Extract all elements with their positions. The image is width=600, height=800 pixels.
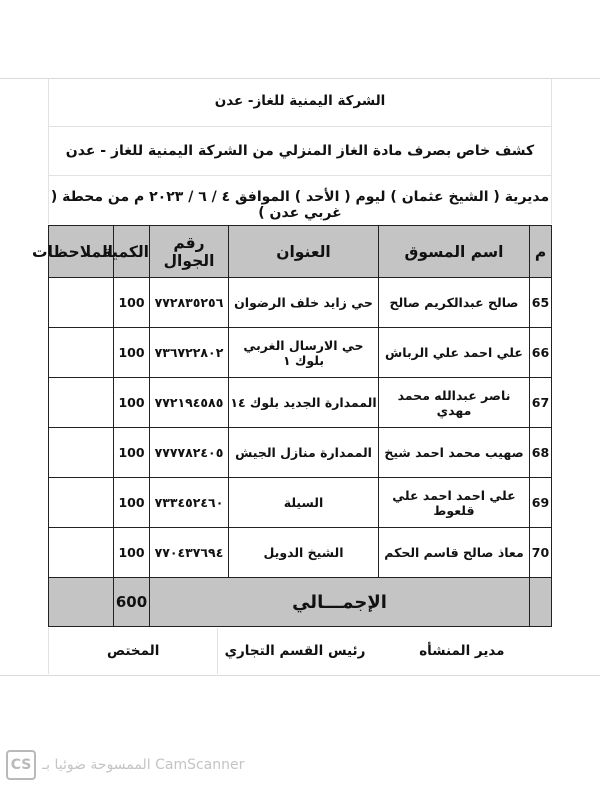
- phone-cell: ٧٣٦٧٢٢٨٠٢: [150, 328, 229, 378]
- column-header-address: العنوان: [229, 226, 379, 278]
- total-row: [49, 578, 552, 627]
- address-cell: السيلة: [229, 478, 379, 528]
- qty-cell: 100: [114, 278, 150, 328]
- signature-specialist: المختص: [48, 628, 217, 674]
- column-header-qty: الكمية: [114, 226, 150, 278]
- total-notes-cell: [49, 578, 114, 627]
- total-qty: 600: [114, 578, 150, 627]
- total-empty-cell: [530, 578, 552, 627]
- camscanner-logo-icon: CS: [6, 750, 36, 780]
- table-row: [49, 378, 552, 428]
- marketer-name: علي احمد احمد علي قلعوط: [379, 478, 530, 528]
- qty-cell: 100: [114, 528, 150, 578]
- row-number: 70: [530, 528, 552, 578]
- column-header-no: م: [530, 226, 552, 278]
- company-title: الشركة اليمنية للغاز- عدن: [214, 93, 386, 109]
- row-number: 68: [530, 428, 552, 478]
- notes-cell: [49, 278, 114, 328]
- qty-cell: 100: [114, 428, 150, 478]
- distribution-table: [32, 225, 552, 627]
- column-header-notes: الملاحظات: [49, 226, 114, 278]
- row-number: 66: [530, 328, 552, 378]
- address-cell: حي زايد خلف الرضوان: [229, 278, 379, 328]
- marketer-name: صهيب محمد احمد شيخ: [379, 428, 530, 478]
- table-row: [49, 278, 552, 328]
- row-number: 65: [530, 278, 552, 328]
- column-header-name: اسم المسوق: [379, 226, 530, 278]
- document-sheet: [0, 78, 600, 676]
- document-subject: كشف خاص بصرف مادة الغاز المنزلي من الشركة اليمنية للغاز - عدن: [65, 143, 535, 159]
- phone-cell: ٧٣٣٤٥٢٤٦٠: [150, 478, 229, 528]
- divider: [48, 175, 552, 176]
- marketer-name: صالح عبدالكريم صالح: [379, 278, 530, 328]
- total-label: الإجمـــالي: [150, 578, 530, 627]
- marketer-name: علي احمد علي الرباش: [379, 328, 530, 378]
- row-number: 67: [530, 378, 552, 428]
- qty-cell: 100: [114, 328, 150, 378]
- table-row: [49, 328, 552, 378]
- signature-facility-manager: مدير المنشأه: [419, 643, 505, 659]
- address-cell: الممدارة الجديد بلوك ١٤: [229, 378, 379, 428]
- column-header-phone: رقم الجوال: [150, 226, 229, 278]
- table-row: [49, 428, 552, 478]
- signature-commercial-head: رئيس القسم التجاري: [217, 628, 371, 674]
- signature-row: [48, 628, 552, 674]
- marketer-name: معاذ صالح قاسم الحكم: [379, 528, 530, 578]
- document-details: مديرية ( الشيخ عثمان ) ليوم ( الأحد ) الموافق ٤ / ٦ / ٢٠٢٣ م من محطة ( غربي عدن ): [50, 189, 550, 221]
- phone-cell: ٧٧٧٧٨٢٤٠٥: [150, 428, 229, 478]
- divider: [48, 126, 552, 127]
- notes-cell: [49, 378, 114, 428]
- phone-cell: ٧٧٢١٩٤٥٨٥: [150, 378, 229, 428]
- table-row: [49, 528, 552, 578]
- address-cell: حي الارسال الغربي بلوك ١: [229, 328, 379, 378]
- phone-cell: ٧٧٢٨٣٥٢٥٦: [150, 278, 229, 328]
- camscanner-text: الممسوحة ضوئيا بـ CamScanner: [42, 757, 245, 773]
- address-cell: الممدارة منازل الجيش: [229, 428, 379, 478]
- notes-cell: [49, 528, 114, 578]
- marketer-name: ناصر عبدالله محمد مهدي: [379, 378, 530, 428]
- notes-cell: [49, 478, 114, 528]
- camscanner-watermark: [6, 750, 244, 780]
- row-number: 69: [530, 478, 552, 528]
- notes-cell: [49, 328, 114, 378]
- notes-cell: [49, 428, 114, 478]
- phone-cell: ٧٧٠٤٣٧٦٩٤: [150, 528, 229, 578]
- table-row: [49, 478, 552, 528]
- table-header-row: [49, 226, 552, 278]
- address-cell: الشيخ الدويل: [229, 528, 379, 578]
- qty-cell: 100: [114, 478, 150, 528]
- qty-cell: 100: [114, 378, 150, 428]
